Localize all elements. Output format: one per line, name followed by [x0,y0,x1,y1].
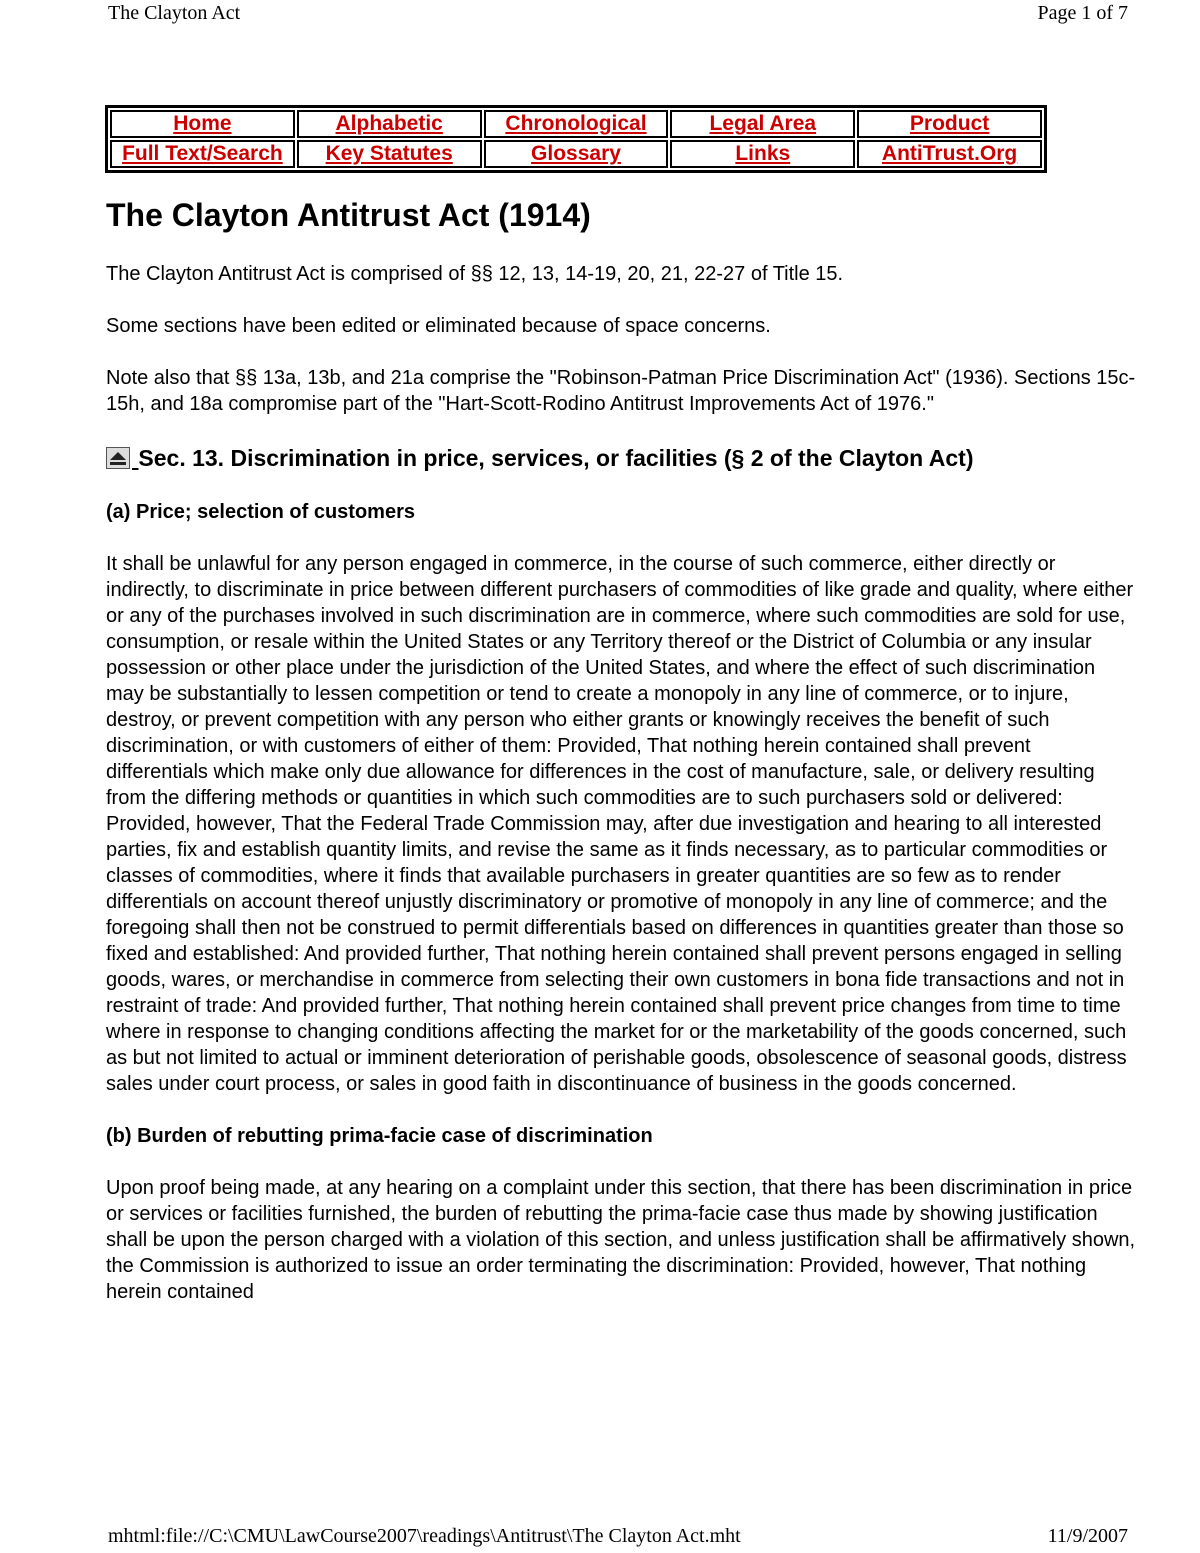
nav-cell [484,110,669,138]
page-title: The Clayton Antitrust Act (1914) [106,197,591,233]
print-header-title: The Clayton Act [108,2,241,24]
nav-link-product[interactable]: Product [909,112,990,135]
nav-link-links[interactable]: Links [735,142,791,165]
nav-table [105,105,1047,173]
up-arrow-icon [106,447,130,469]
intro-paragraph-1: The Clayton Antitrust Act is comprised of §§ 12, 13, 14-19, 20, 21, 22-27 of Title 15. [106,262,844,285]
nav-link-antitrust-org[interactable]: AntiTrust.Org [881,142,1018,165]
nav-link-legal-area[interactable]: Legal Area [709,112,817,135]
intro-paragraph-3: Note also that §§ 13a, 13b, and 21a comprise the "Robinson-Patman Price Discrimination Act" (1936). Sections 15c-15h, and 18a compromise part of the "Hart-Scott-Rodino Antitrust Improvements Act of 1976." [106,366,1136,415]
nav-cell [110,110,295,138]
nav-row-2 [110,140,1042,168]
section-heading [106,443,1136,473]
nav-cell [857,110,1042,138]
subsection-a-text: It shall be unlawful for any person engaged in commerce, in the course of such commerce, either directly or indirectly, to discriminate in price between different purchasers of commodities of like grade and quality, where either or any of the purchases involved in such discrimination are in commerce, where such commodities are sold for use, consumption, or resale within the United States or any Territory thereof or the District of Columbia or any insular possession or other place under the jurisdiction of the United States, and where the effect of such discrimination may be substantially to lessen competition or tend to create a monopoly in any line of commerce, or to injure, destroy, or prevent competition with any person who either grants or knowingly receives the benefit of such discrimination, or with customers of either of them: Provided, That nothing herein contained shall prevent differentials which make only due allowance for differences in the cost of manufacture, sale, or delivery resulting from the differing methods or quantities in which such commodities are to such purchasers sold or delivered: Provided, however, That the Federal Trade Commission may, after due investigation and hearing to all interested parties, fix and establish quantity limits, and revise the same as it finds necessary, as to particular commodities or classes of commodities, where it finds that available purchasers in greater quantities are so few as to render differentials on account thereof unjustly discriminatory or promotive of monopoly in any line of commerce; and the foregoing shall then not be construed to permit differentials based on differences in quantities greater than those so fixed and established: And provided further, That nothing herein contained shall prevent persons engaged in selling goods, wares, or merchandise in commerce from selecting their own customers in bona fide transactions and not in restraint of trade: And provided further, That nothing herein contained shall prevent price changes from time to time where in response to changing conditions affecting the market for or the marketability of the goods concerned, such as but not limited to actual or imminent deterioration of perishable goods, obsolescence of seasonal goods, distress sales under court process, or sales in good faith in discontinuance of business in the goods concerned. [106,552,1134,1095]
nav-link-full-text-search[interactable]: Full Text/Search [122,142,283,165]
print-footer-date: 11/9/2007 [1047,1525,1128,1547]
print-footer-url: mhtml:file://C:\CMU\LawCourse2007\readings\Antitrust\The Clayton Act.mht [108,1525,741,1547]
subsection-b-heading: (b) Burden of rebutting prima-facie case of discrimination [106,1124,653,1147]
nav-cell [297,110,482,138]
nav-row-1 [110,110,1042,138]
nav-link-chronological[interactable]: Chronological [505,112,647,135]
nav-link-key-statutes[interactable]: Key Statutes [325,142,453,165]
nav-cell [670,110,855,138]
nav-cell [857,140,1042,168]
section-heading-text: Sec. 13. Discrimination in price, services, or facilities (§ 2 of the Clayton Act) [138,444,974,471]
print-header-page: Page 1 of 7 [1037,2,1128,24]
main-content [106,195,1136,1331]
print-footer [108,1525,1128,1548]
subsection-b-text: Upon proof being made, at any hearing on a complaint under this section, that there has been discrimination in price or services or facilities furnished, the burden of rebutting the prima-facie case thus made by showing justification shall be upon the person charged with a violation of this section, and unless justification shall be affirmatively shown, the Commission is authorized to issue an order terminating the discrimination: Provided, however, That nothing herein contained [106,1176,1136,1303]
nav-link-glossary[interactable]: Glossary [531,142,621,165]
nav-cell [670,140,855,168]
nav-cell [484,140,669,168]
nav-link-home[interactable]: Home [173,112,232,135]
print-header [108,2,1128,25]
intro-paragraph-2: Some sections have been edited or eliminated because of space concerns. [106,314,771,337]
nav-cell [110,140,295,168]
subsection-a-heading: (a) Price; selection of customers [106,500,415,523]
back-to-top-link[interactable] [106,443,138,473]
nav-cell [297,140,482,168]
nav-link-alphabetic[interactable]: Alphabetic [335,112,443,135]
